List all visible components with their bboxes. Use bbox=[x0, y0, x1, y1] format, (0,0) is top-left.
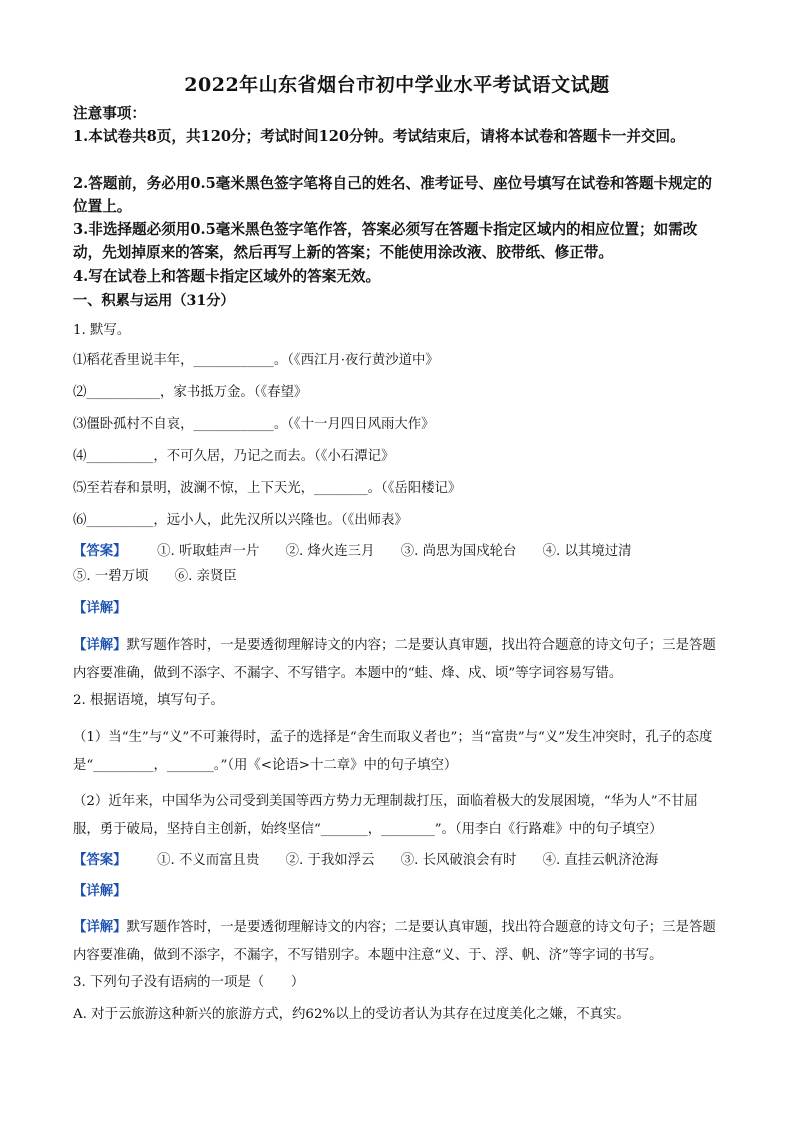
q3-option-a: A. 对于云旅游这种新兴的旅游方式，约62%以上的受访者认为其存在过度美化之嫌，不真实。 bbox=[73, 1007, 630, 1022]
q2-detail-tag: 【详解】 bbox=[73, 883, 127, 899]
q1-answer-row bbox=[73, 542, 723, 561]
notice-item-1: 1.本试卷共8页，共120分；考试时间120分钟。考试结束后，请将本试卷和答题卡一并交回。 bbox=[73, 128, 685, 145]
q1-item-1: ⑴稻花香里说丰年，____________。（《西江月·夜行黄沙道中》 bbox=[73, 353, 439, 368]
q1-answer-1: ①. 听取蛙声一片 bbox=[157, 544, 260, 559]
notice-heading: 注意事项： bbox=[73, 105, 146, 122]
q3-stem: 3. 下列句子没有语病的一项是（ ） bbox=[73, 975, 305, 990]
q2-stem: 2. 根据语境，填写句子。 bbox=[73, 693, 224, 708]
q1-item-5: ⑸至若春和景明，波澜不惊，上下天光，________。（《岳阳楼记》 bbox=[73, 481, 462, 496]
q1-item-6: ⑹__________，远小人，此先汉所以兴隆也。（《出师表》 bbox=[73, 513, 408, 528]
q2-part-2: （2）近年来，中国华为公司受到美国等西方势力无理制裁打压，面临着极大的发展困境，“华为人”不甘屈服，勇于破局，坚持自主创新，始终坚信“_______，________”。（用李白《行路难》中的句子填空） bbox=[73, 794, 698, 837]
q2-answer-3: ③. 长风破浪会有时 bbox=[400, 853, 517, 868]
page-title: 2022年山东省烟台市初中学业水平考试语文试题 bbox=[184, 74, 610, 96]
q1-answer-5: ⑤. 一碧万顷 bbox=[73, 569, 149, 584]
q1-answer-4: ④. 以其境过清 bbox=[542, 544, 632, 559]
q1-answer-6: ⑥. 亲贤臣 bbox=[174, 569, 237, 584]
q2-detail: 【详解】默写题作答时，一是要透彻理解诗文的内容；二是要认真审题，找出符合题意的诗文句子；三是答题内容要准确，做到不添字，不漏字，不写错别字。本题中注意“义、于、浮、帆、济”等字词的书写。 bbox=[73, 919, 716, 963]
q2-part-1: （1）当“生”与“义”不可兼得时，孟子的选择是“舍生而取义者也”；当“富贵”与“义”发生冲突时，孔子的态度是“_________，_______。”（用《<论语>十二章》中的句子填空） bbox=[73, 730, 713, 773]
notice-item-4: 4.写在试卷上和答题卡指定区域外的答案无效。 bbox=[73, 268, 381, 285]
q1-detail: 【详解】默写题作答时，一是要透彻理解诗文的内容；二是要认真审题，找出符合题意的诗文句子；三是答题内容要准确，做到不添字、不漏字、不写错字。本题中的“蛙、烽、戍、顷”等字词容易写错。 bbox=[73, 637, 716, 681]
q1-answer-row-2 bbox=[73, 568, 723, 586]
notice-item-2: 2.答题前，务必用0.5毫米黑色签字笔将自己的姓名、准考证号、座位号填写在试卷和答题卡规定的位置上。 bbox=[73, 175, 712, 215]
q1-item-4: ⑷__________，不可久居，乃记之而去。（《小石潭记》 bbox=[73, 449, 395, 464]
section-heading: 一、积累与运用（31分） bbox=[73, 293, 235, 309]
q1-item-3: ⑶僵卧孤村不自哀，____________。（《十一月四日风雨大作》 bbox=[73, 417, 435, 432]
notice-item-3: 3.非选择题必须用0.5毫米黑色签字笔作答，答案必须写在答题卡指定区域内的相应位置；如需改动，先划掉原来的答案，然后再写上新的答案；不能使用涂改液、胶带纸、修正带。 bbox=[73, 221, 698, 261]
answer-tag: 【答案】 bbox=[73, 543, 127, 559]
q1-detail-tag: 【详解】 bbox=[73, 600, 127, 616]
answer-tag: 【答案】 bbox=[73, 852, 127, 868]
q2-answer-1: ①. 不义而富且贵 bbox=[157, 853, 260, 868]
q2-answer-4: ④. 直挂云帆济沧海 bbox=[542, 853, 659, 868]
q1-stem: 1. 默写。 bbox=[73, 323, 131, 338]
q1-item-2: ⑵___________，家书抵万金。（《春望》 bbox=[73, 385, 308, 400]
q2-answer-row bbox=[73, 851, 723, 870]
q1-answer-3: ③. 尚思为国戍轮台 bbox=[400, 544, 517, 559]
q1-answer-2: ②. 烽火连三月 bbox=[285, 544, 375, 559]
q2-answer-2: ②. 于我如浮云 bbox=[285, 853, 375, 868]
